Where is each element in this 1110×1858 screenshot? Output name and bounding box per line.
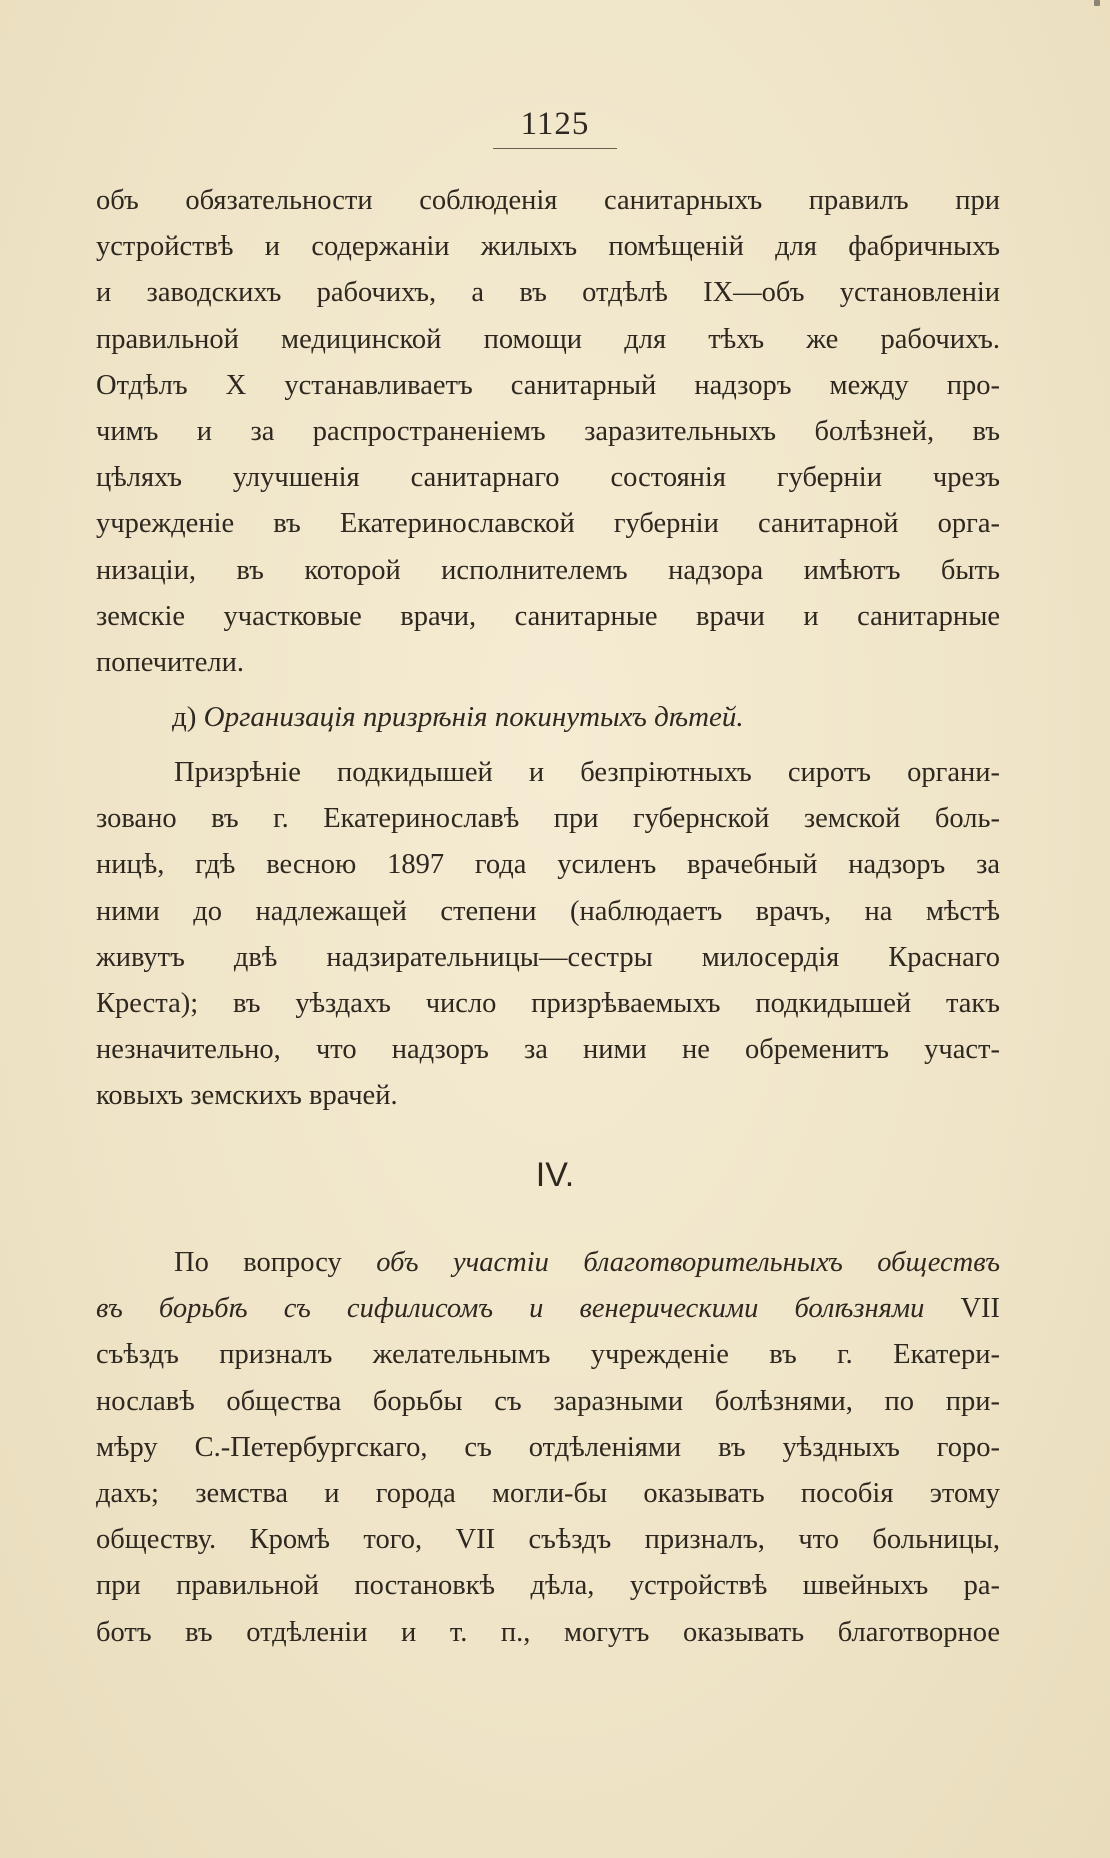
text-line: ними до надлежащей степени (наблюдаетъ врачъ, на мѣстѣ bbox=[96, 895, 1000, 927]
text-segment: VII bbox=[960, 1293, 1000, 1325]
text-segment-italic: въ борьбѣ съ сифилисомъ и венерическими болѣзнями bbox=[96, 1293, 925, 1325]
text-line bbox=[96, 1240, 1000, 1286]
text-line: чимъ и за распространеніемъ заразительныхъ болѣзней, въ bbox=[96, 415, 1000, 447]
text-line: незначительно, что надзоръ за ними не обременитъ участ- bbox=[96, 1034, 1000, 1066]
text-line: ковыхъ земскихъ врачей. bbox=[96, 1080, 398, 1112]
text-segment-italic: объ участіи благотворительныхъ обществъ bbox=[376, 1247, 1000, 1278]
text-line: учрежденіе въ Екатеринославской губерніи санитарной орга- bbox=[96, 508, 1000, 540]
paragraph-sanitary-rules bbox=[96, 178, 1000, 686]
text-line: ницѣ, гдѣ весною 1897 года усиленъ врачебный надзоръ за bbox=[96, 849, 1000, 881]
text-line: мѣру С.-Петербургскаго, съ отдѣленіями въ уѣздныхъ горо- bbox=[96, 1431, 1000, 1463]
text-line: обществу. Кромѣ того, VII съѣздъ призналъ, что больницы, bbox=[96, 1524, 1000, 1556]
text-line bbox=[96, 1286, 1000, 1332]
text-line: съѣздъ призналъ желательнымъ учрежденіе въ г. Екатери- bbox=[96, 1339, 1000, 1371]
text-line: и заводскихъ рабочихъ, а въ отдѣлѣ IX—объ установленіи bbox=[96, 277, 1000, 309]
text-line: Отдѣлъ X устанавливаетъ санитарный надзоръ между про- bbox=[96, 369, 1000, 401]
text-line: правильной медицинской помощи для тѣхъ же рабочихъ. bbox=[96, 323, 1000, 355]
paragraph-foundlings bbox=[96, 750, 1000, 1120]
text-line: живутъ двѣ надзирательницы—сестры милосердія Краснаго bbox=[96, 941, 1000, 973]
text-line: нославѣ общества борьбы съ заразными болѣзнями, по при- bbox=[96, 1385, 1000, 1417]
text-line: дахъ; земства и города могли-бы оказывать пособія этому bbox=[96, 1477, 1000, 1509]
subsection-title: Организація призрѣнія покинутыхъ дѣтей. bbox=[203, 701, 744, 733]
page-number: 1125 bbox=[493, 104, 618, 149]
text-line: объ обязательности соблюденія санитарныхъ правилъ при bbox=[96, 185, 1000, 216]
paragraph-charitable-societies bbox=[96, 1240, 1000, 1656]
text-segment: По вопросу bbox=[174, 1247, 342, 1278]
text-line: при правильной постановкѣ дѣла, устройствѣ швейныхъ ра- bbox=[96, 1570, 1000, 1602]
text-line: Креста); въ уѣздахъ число призрѣваемыхъ подкидышей такъ bbox=[96, 987, 1000, 1019]
text-line: устройствѣ и содержаніи жилыхъ помѣщеній для фабричныхъ bbox=[96, 231, 1000, 263]
subsection-heading-d bbox=[172, 694, 744, 740]
corner-mark bbox=[1094, 0, 1100, 6]
subsection-letter: д) bbox=[172, 701, 197, 733]
text-line: Призрѣніе подкидышей и безпріютныхъ сиротъ органи- bbox=[174, 757, 1000, 788]
page-header bbox=[0, 104, 1110, 149]
text-line: земскіе участковые врачи, санитарные врачи и санитарные bbox=[96, 600, 1000, 632]
text-line: цѣляхъ улучшенія санитарнаго состоянія губерніи чрезъ bbox=[96, 462, 1000, 494]
text-line: попечители. bbox=[96, 646, 244, 678]
text-line: зовано въ г. Екатеринославѣ при губернской земской боль- bbox=[96, 803, 1000, 835]
text-line: низаціи, въ которой исполнителемъ надзора имѣютъ быть bbox=[96, 554, 1000, 586]
section-heading: IV. bbox=[535, 1156, 575, 1194]
text-line: ботъ въ отдѣленіи и т. п., могутъ оказывать благотворное bbox=[96, 1616, 1000, 1648]
